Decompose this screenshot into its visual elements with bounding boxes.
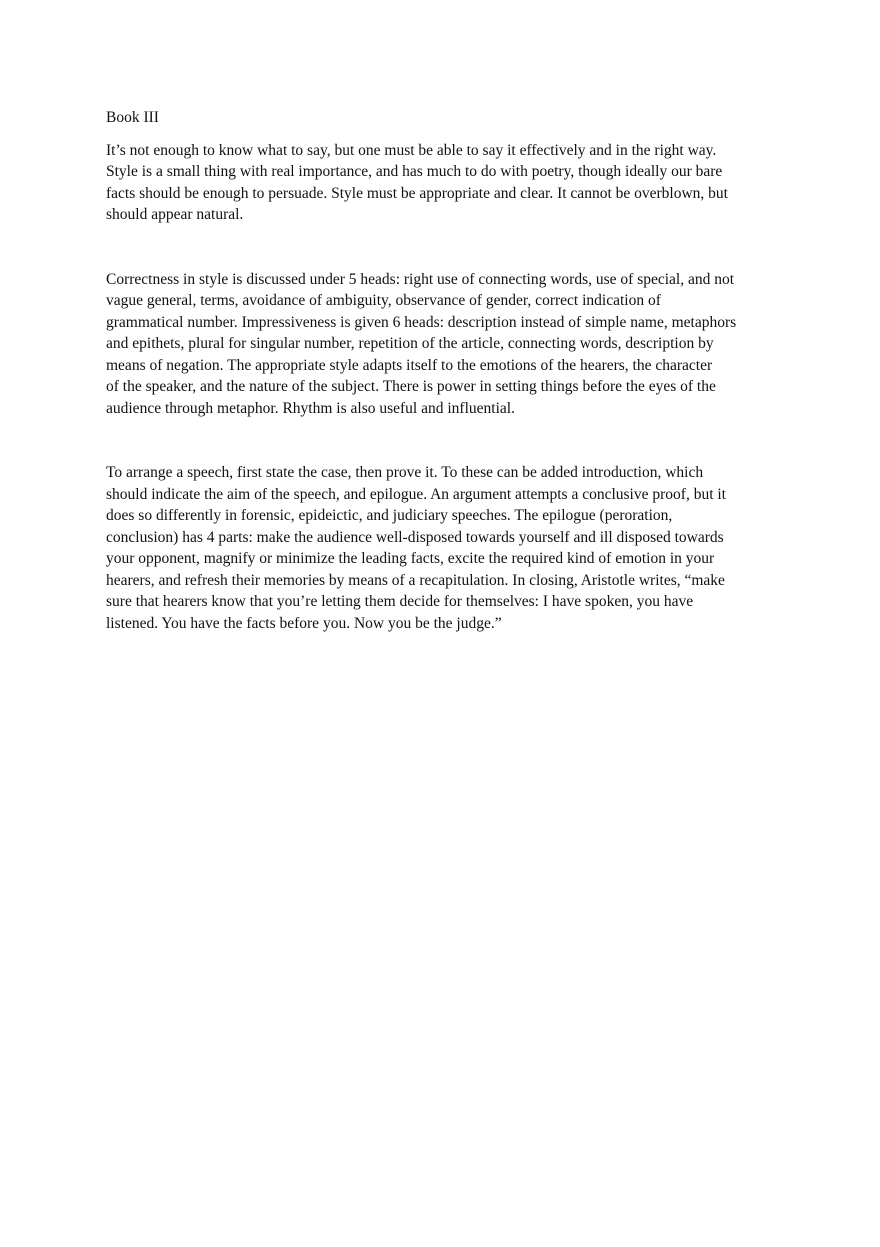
text-line: should indicate the aim of the speech, and epilogue. An argument attempts a conclusive proof, but it — [106, 485, 726, 503]
text-line: Style is a small thing with real importance, and has much to do with poetry, though ideally our bare — [106, 163, 723, 180]
document-body — [106, 107, 766, 634]
text-line: vague general, terms, avoidance of ambiguity, observance of gender, correct indication of — [106, 292, 661, 309]
text-line: of the speaker, and the nature of the subject. There is power in setting things before the eyes of the — [106, 378, 716, 395]
text-line: It’s not enough to know what to say, but one must be able to say it effectively and in the right way. — [106, 141, 717, 159]
text-line: and epithets, plural for singular number, repetition of the article, connecting words, description by — [106, 335, 714, 352]
text-line: means of negation. The appropriate style adapts itself to the emotions of the hearers, the character — [106, 356, 713, 374]
paragraph-style — [106, 140, 766, 226]
text-line: Correctness in style is discussed under 5 heads: right use of connecting words, use of special, and not — [106, 270, 735, 288]
text-line: your opponent, magnify or minimize the leading facts, excite the required kind of emotion in your — [106, 550, 715, 567]
text-line: audience through metaphor. Rhythm is also useful and influential. — [106, 399, 515, 417]
text-line: should appear natural. — [106, 206, 244, 223]
text-line: conclusion) has 4 parts: make the audience well-disposed towards yourself and ill disposed towards — [106, 528, 724, 546]
text-line: grammatical number. Impressiveness is given 6 heads: description instead of simple name, metaphors — [106, 313, 737, 331]
text-line: facts should be enough to persuade. Style must be appropriate and clear. It cannot be overblown, but — [106, 184, 728, 202]
text-line: listened. You have the facts before you. Now you be the judge.” — [106, 614, 502, 632]
text-line: hearers, and refresh their memories by means of a recapitulation. In closing, Aristotle writes, “make — [106, 571, 725, 589]
paragraph-correctness — [106, 269, 766, 420]
paragraph-arrangement — [106, 462, 766, 634]
text-line: To arrange a speech, first state the case, then prove it. To these can be added introduction, which — [106, 464, 704, 481]
document-heading: Book III — [106, 109, 159, 126]
text-line: does so differently in forensic, epideictic, and judiciary speeches. The epilogue (peroration, — [106, 507, 673, 524]
text-line: sure that hearers know that you’re letting them decide for themselves: I have spoken, you have — [106, 593, 694, 610]
